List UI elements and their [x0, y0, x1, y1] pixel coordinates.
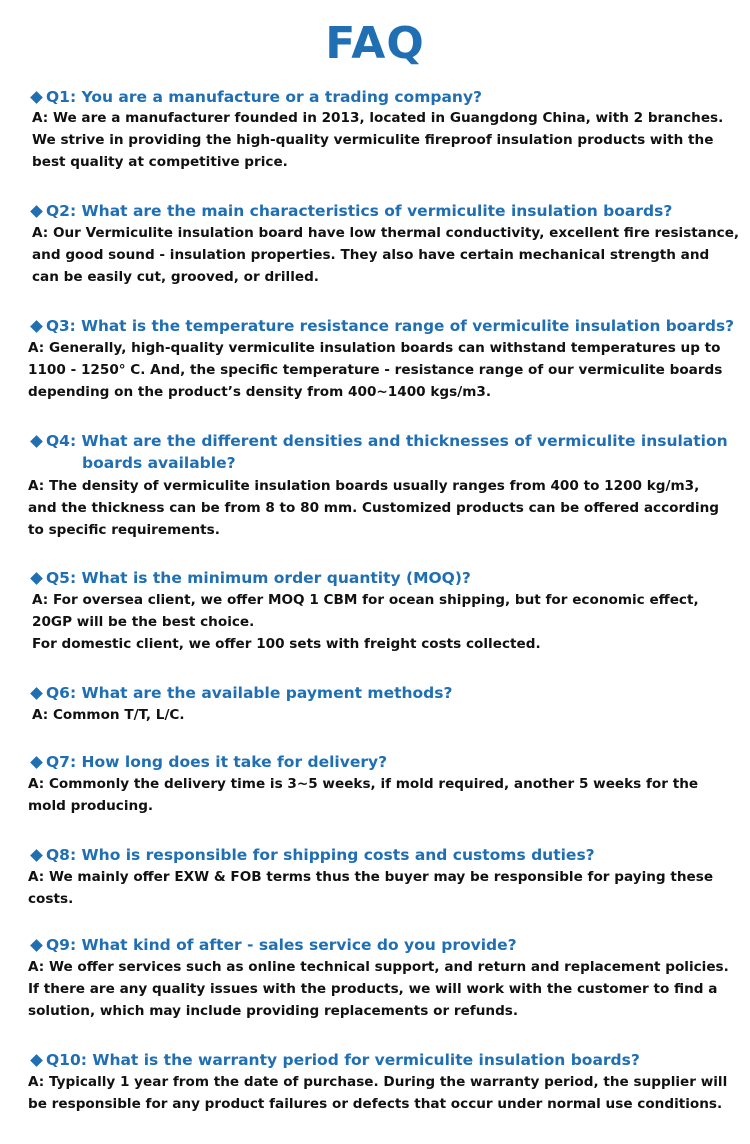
question-text: Q2: What are the main characteristics of vermiculite insulation boards? [46, 202, 673, 220]
answer-line: A: We offer services such as online technical support, and return and replacement policies. [28, 959, 729, 975]
question-text: Q5: What is the minimum order quantity (MOQ)? [46, 569, 471, 587]
answer-line: and good sound - insulation properties. They also have certain mechanical strength and [32, 247, 710, 263]
faq-question-continuation: boards available? [82, 454, 236, 472]
diamond-bullet-icon [30, 91, 43, 104]
diamond-bullet-icon [30, 849, 43, 862]
answer-line: solution, which may include providing replacements or refunds. [28, 1003, 519, 1019]
answer-line: best quality at competitive price. [32, 154, 288, 170]
diamond-bullet-icon [30, 756, 43, 769]
answer-line: If there are any quality issues with the products, we will work with the customer to find a [28, 981, 718, 997]
page-title: FAQ [325, 18, 425, 69]
answer-line: 1100 - 1250° C. And, the specific temperature - resistance range of our vermiculite boards [28, 362, 723, 378]
answer-line: A: We are a manufacturer founded in 2013, located in Guangdong China, with 2 branches. [32, 110, 724, 126]
answer-line: depending on the product’s density from 400~1400 kgs/m3. [28, 384, 491, 400]
faq-question [30, 315, 734, 337]
question-text: Q4: What are the different densities and thicknesses of vermiculite insulation [46, 432, 728, 450]
diamond-bullet-icon [30, 1054, 43, 1067]
answer-line: be responsible for any product failures or defects that occur under normal use conditions. [28, 1096, 723, 1112]
question-text: Q9: What kind of after - sales service do you provide? [46, 936, 517, 954]
answer-line: A: For oversea client, we offer MOQ 1 CBM for ocean shipping, but for economic effect, [32, 592, 699, 608]
diamond-bullet-icon [30, 435, 43, 448]
faq-question [30, 200, 672, 222]
diamond-bullet-icon [30, 572, 43, 585]
answer-line: A: Common T/T, L/C. [32, 707, 185, 723]
answer-line: A: The density of vermiculite insulation boards usually ranges from 400 to 1200 kg/m3, [28, 478, 700, 494]
faq-question [30, 934, 517, 956]
answer-line: costs. [28, 891, 74, 907]
answer-line: A: Our Vermiculite insulation board have low thermal conductivity, excellent fire resistance, [32, 225, 740, 241]
question-text: Q7: How long does it take for delivery? [46, 753, 388, 771]
diamond-bullet-icon [30, 205, 43, 218]
answer-line: 20GP will be the best choice. [32, 614, 255, 630]
question-text: Q1: You are a manufacture or a trading company? [46, 88, 483, 106]
faq-question [30, 844, 595, 866]
diamond-bullet-icon [30, 687, 43, 700]
faq-question [30, 1049, 640, 1071]
answer-line: mold producing. [28, 798, 154, 814]
diamond-bullet-icon [30, 320, 43, 333]
answer-line: can be easily cut, grooved, or drilled. [32, 269, 319, 285]
question-text: Q8: Who is responsible for shipping costs and customs duties? [46, 846, 595, 864]
answer-line: For domestic client, we offer 100 sets with freight costs collected. [32, 636, 541, 652]
question-text: Q10: What is the warranty period for vermiculite insulation boards? [46, 1051, 640, 1069]
faq-question [30, 682, 453, 704]
faq-question [30, 567, 471, 589]
answer-line: We strive in providing the high-quality vermiculite fireproof insulation products with the [32, 132, 714, 148]
faq-question [30, 751, 387, 773]
answer-line: A: Generally, high-quality vermiculite insulation boards can withstand temperatures up to [28, 340, 721, 356]
question-text: Q6: What are the available payment methods? [46, 684, 453, 702]
diamond-bullet-icon [30, 939, 43, 952]
faq-question [30, 86, 482, 108]
question-text: Q3: What is the temperature resistance range of vermiculite insulation boards? [46, 317, 734, 335]
answer-line: to specific requirements. [28, 522, 220, 538]
answer-line: A: Typically 1 year from the date of purchase. During the warranty period, the supplier will [28, 1074, 728, 1090]
answer-line: A: Commonly the delivery time is 3~5 weeks, if mold required, another 5 weeks for the [28, 776, 699, 792]
answer-line: and the thickness can be from 8 to 80 mm. Customized products can be offered according [28, 500, 719, 516]
faq-question [30, 430, 728, 452]
answer-line: A: We mainly offer EXW & FOB terms thus the buyer may be responsible for paying these [28, 869, 714, 885]
